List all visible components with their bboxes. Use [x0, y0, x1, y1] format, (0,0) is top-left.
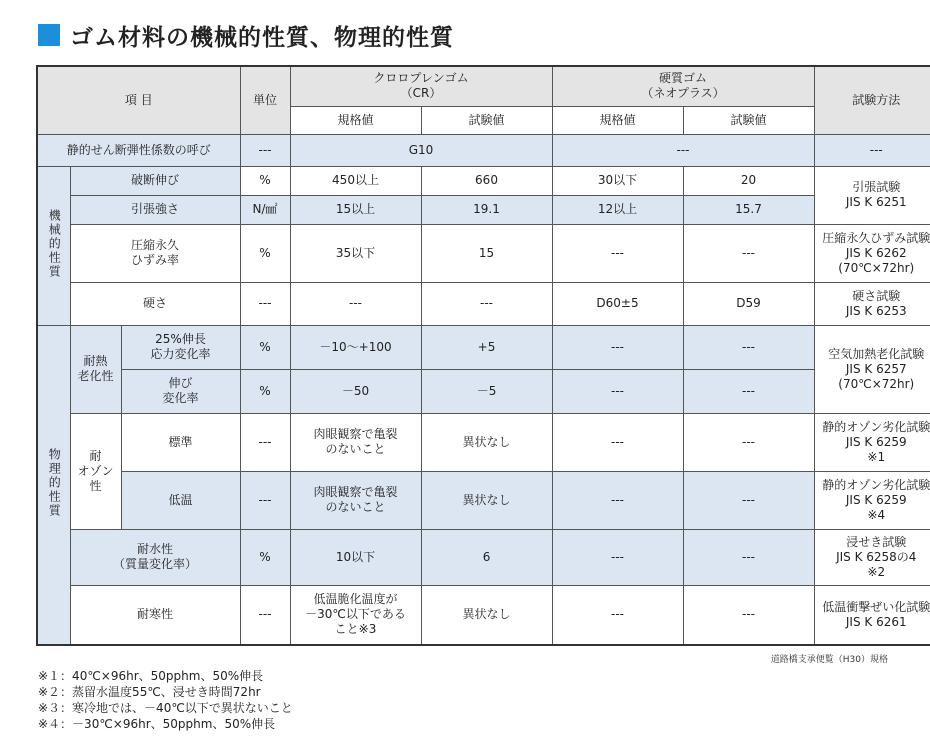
mech-label-1: 引張強さ	[70, 195, 240, 224]
heat-cr-spec-1: －50	[290, 369, 421, 413]
group-mechanical: 機械的性質	[37, 166, 70, 325]
group-physical: 物理的性質	[37, 325, 70, 645]
mech-label-0: 破断伸び	[70, 166, 240, 195]
g10-unit: ---	[240, 134, 290, 166]
mech-h-test-1: 15.7	[683, 195, 814, 224]
mech-cr-test-1: 19.1	[421, 195, 552, 224]
title-block	[38, 20, 454, 50]
method-tensile: 引張試験 JIS K 6251	[814, 166, 930, 224]
footnote-1: ※１：40℃×96hr、50pphm、50%伸長	[38, 669, 264, 683]
cold-cr-spec: 低温脆化温度が －30℃以下である こと※3	[290, 585, 421, 645]
mech-h-spec-2: ---	[552, 224, 683, 282]
heat-unit-1: %	[240, 369, 290, 413]
group-ozone: 耐 オゾン性	[70, 413, 121, 529]
method-heat-aging: 空気加熱老化試験 JIS K 6257 (70℃×72hr)	[814, 325, 930, 413]
mech-h-test-0: 20	[683, 166, 814, 195]
ozone-cr-test-0: 異状なし	[421, 413, 552, 471]
mech-h-spec-3: D60±5	[552, 282, 683, 325]
ozone-method-0: 静的オゾン劣化試験 JIS K 6259 ※1	[814, 413, 930, 471]
mech-unit-3: ---	[240, 282, 290, 325]
mech-label-2: 圧縮永久 ひずみ率	[70, 224, 240, 282]
header-cr-test: 試験値	[421, 106, 552, 134]
footnote-3: ※３：寒冷地では、－40℃以下で異状ないこと	[38, 701, 293, 715]
ozone-cr-spec-1: 肉眼観察で亀裂 のないこと	[290, 471, 421, 529]
heat-h-test-0: ---	[683, 325, 814, 369]
mech-cr-test-2: 15	[421, 224, 552, 282]
footnote-2: ※２：蒸留水温度55℃、浸せき時間72hr	[38, 685, 261, 699]
source-note: 道路橋支承便覧（H30）規格	[770, 655, 888, 665]
header-unit: 単位	[240, 66, 290, 134]
page-title: ゴム材料の機械的性質、物理的性質	[70, 24, 454, 51]
mech-label-3: 硬さ	[70, 282, 240, 325]
ozone-cr-test-1: 異状なし	[421, 471, 552, 529]
mech-unit-1: N/㎟	[240, 195, 290, 224]
mech-unit-2: %	[240, 224, 290, 282]
water-label: 耐水性 （質量変化率）	[70, 529, 240, 585]
footnotes	[38, 668, 293, 732]
heat-cr-test-0: +5	[421, 325, 552, 369]
cold-unit: ---	[240, 585, 290, 645]
mech-cr-spec-3: ---	[290, 282, 421, 325]
mech-cr-spec-1: 15以上	[290, 195, 421, 224]
heat-label-0: 25%伸長 応力変化率	[121, 325, 240, 369]
ozone-h-test-0: ---	[683, 413, 814, 471]
water-h-spec: ---	[552, 529, 683, 585]
header-hard-rubber: 硬質ゴム （ネオプラス）	[552, 66, 814, 106]
water-cr-test: 6	[421, 529, 552, 585]
heat-cr-spec-0: －10～+100	[290, 325, 421, 369]
footnote-4: ※４：－30℃×96hr、50pphm、50%伸長	[38, 717, 276, 731]
mech-cr-test-0: 660	[421, 166, 552, 195]
heat-unit-0: %	[240, 325, 290, 369]
heat-h-spec-1: ---	[552, 369, 683, 413]
g10-method: ---	[814, 134, 930, 166]
ozone-h-spec-0: ---	[552, 413, 683, 471]
heat-h-spec-0: ---	[552, 325, 683, 369]
ozone-unit-0: ---	[240, 413, 290, 471]
ozone-h-test-1: ---	[683, 471, 814, 529]
cold-h-test: ---	[683, 585, 814, 645]
method-compress: 圧縮永久ひずみ試験 JIS K 6262 (70℃×72hr)	[814, 224, 930, 282]
water-unit: %	[240, 529, 290, 585]
header-hard-spec: 規格値	[552, 106, 683, 134]
mech-cr-spec-0: 450以上	[290, 166, 421, 195]
heat-cr-test-1: －5	[421, 369, 552, 413]
water-method: 浸せき試験 JIS K 6258の4 ※2	[814, 529, 930, 585]
cold-cr-test: 異状なし	[421, 585, 552, 645]
water-h-test: ---	[683, 529, 814, 585]
heat-label-1: 伸び 変化率	[121, 369, 240, 413]
cold-h-spec: ---	[552, 585, 683, 645]
ozone-label-0: 標準	[121, 413, 240, 471]
g10-cr: G10	[290, 134, 552, 166]
mech-cr-test-3: ---	[421, 282, 552, 325]
ozone-cr-spec-0: 肉眼観察で亀裂 のないこと	[290, 413, 421, 471]
header-cr-spec: 規格値	[290, 106, 421, 134]
ozone-label-1: 低温	[121, 471, 240, 529]
heat-h-test-1: ---	[683, 369, 814, 413]
title-square-icon	[38, 24, 60, 46]
mech-h-spec-0: 30以下	[552, 166, 683, 195]
mech-h-test-3: D59	[683, 282, 814, 325]
g10-hard: ---	[552, 134, 814, 166]
cold-method: 低温衝撃ぜい化試験 JIS K 6261	[814, 585, 930, 645]
header-item: 項 目	[37, 66, 240, 134]
properties-table	[36, 65, 930, 646]
cold-label: 耐寒性	[70, 585, 240, 645]
mech-h-spec-1: 12以上	[552, 195, 683, 224]
header-method: 試験方法	[814, 66, 930, 134]
g10-label: 静的せん断弾性係数の呼び	[37, 134, 240, 166]
ozone-unit-1: ---	[240, 471, 290, 529]
group-heat-aging: 耐熱 老化性	[70, 325, 121, 413]
ozone-h-spec-1: ---	[552, 471, 683, 529]
mech-unit-0: %	[240, 166, 290, 195]
water-cr-spec: 10以下	[290, 529, 421, 585]
mech-h-test-2: ---	[683, 224, 814, 282]
mech-cr-spec-2: 35以下	[290, 224, 421, 282]
header-cr: クロロプレンゴム （CR）	[290, 66, 552, 106]
method-hardness: 硬さ試験 JIS K 6253	[814, 282, 930, 325]
ozone-method-1: 静的オゾン劣化試験 JIS K 6259 ※4	[814, 471, 930, 529]
header-hard-test: 試験値	[683, 106, 814, 134]
